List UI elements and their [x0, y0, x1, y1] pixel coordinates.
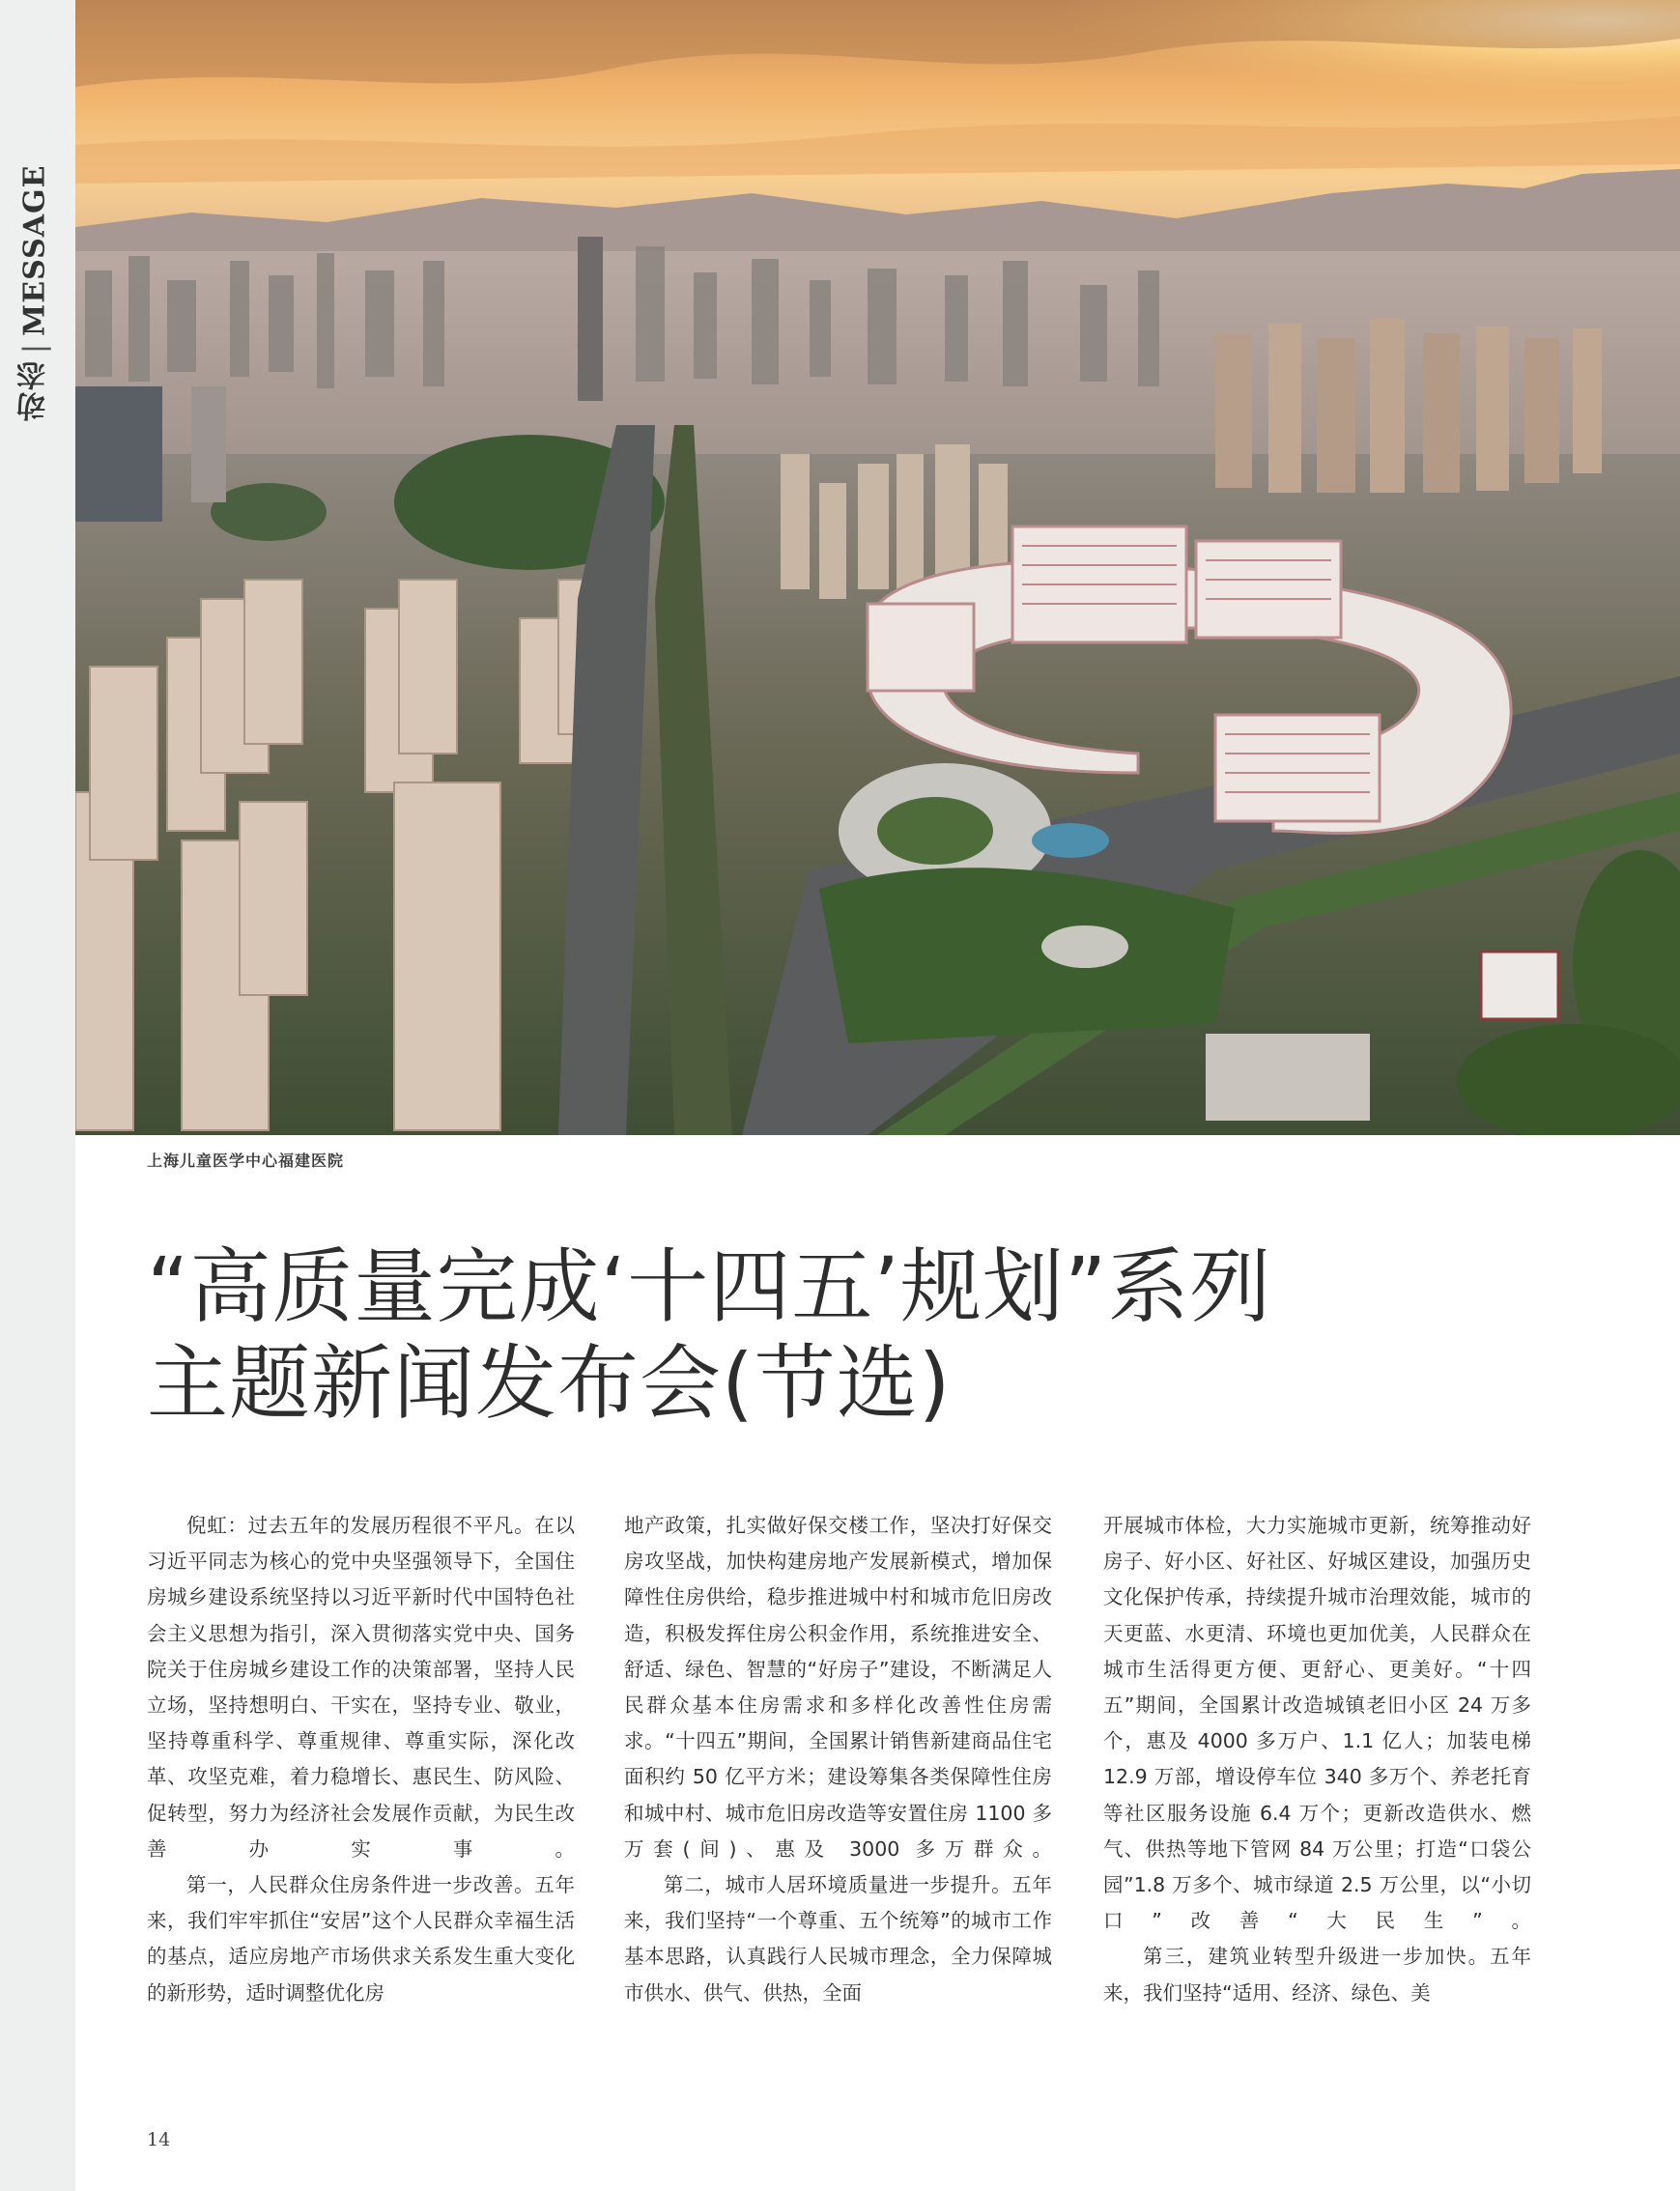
section-label-en: MESSAGE	[17, 164, 52, 336]
body-paragraph: 倪虹：过去五年的发展历程很不平凡。在以习近平同志为核心的党中央坚强领导下，全国住房城乡建设系统坚持以习近平新时代中国特色社会主义思想为指引，深入贯彻落实党中央、国务院关于住房城乡建设工作的决策部署，坚持人民立场，坚持想明白、干实在，坚持专业、敬业，坚持尊重科学、尊重规律、尊重实际，深化改革、攻坚克难，着力稳增长、惠民生、防风险、促转型，努力为经济社会发展作贡献，为民生改善办实事。	[147, 1514, 575, 1861]
page-number: 14	[147, 2129, 171, 2150]
article-title-line-2: 主题新闻发布会(节选)	[147, 1336, 952, 1431]
hero-photo	[75, 0, 1680, 1135]
photo-caption: 上海儿童医学中心福建医院	[147, 1152, 345, 1170]
article-title	[147, 1238, 1596, 1432]
section-label-separator: |	[17, 341, 52, 354]
article-title-line-1: “高质量完成‘十四五’规划”系列	[147, 1239, 1272, 1334]
body-paragraph: 地产政策，扎实做好保交楼工作，坚决打好保交房攻坚战，加快构建房地产发展新模式，增加保障性住房供给，稳步推进城中村和城市危旧房改造，积极发挥住房公积金作用，系统推进安全、舒适、绿色、智慧的“好房子”建设，不断满足人民群众基本住房需求和多样化改善性住房需求。“十四五”期间，全国累计销售新建商品住宅面积约 50 亿平方米；建设筹集各类保障性住房和城中村、城市危旧房改造等安置住房 1100 多万套(间)、惠及 3000 多万群众。	[624, 1514, 1052, 1861]
body-paragraph: 第二，城市人居环境质量进一步提升。五年来，我们坚持“一个尊重、五个统筹”的城市工作基本思路，认真践行人民城市理念，全力保障城市供水、供气、供热，全面	[624, 1873, 1052, 2005]
body-paragraph: 第三，建筑业转型升级进一步加快。五年来，我们坚持“适用、经济、绿色、美	[1103, 1945, 1531, 2005]
section-label	[14, 162, 56, 423]
body-paragraph: 开展城市体检，大力实施城市更新，统筹推动好房子、好小区、好社区、好城区建设，加强历史文化保护传承，持续提升城市治理效能，城市的天更蓝、水更清、环境也更加优美，人民群众在城市生活得更方便、更舒心、更美好。“十四五”期间，全国累计改造城镇老旧小区 24 万多个，惠及 4000 多万户、1.1 亿人；加装电梯 12.9 万部，增设停车位 340 多万个、养老托育等社区服务设施 6.4 万个；更新改造供水、燃气、供热等地下管网 84 万公里；打造“口袋公园”1.8 万多个、城市绿道 2.5 万公里，以“小切口”改善“大民生”。	[1103, 1514, 1531, 1933]
section-label-cn: 动态	[17, 358, 51, 421]
body-paragraph: 第一，人民群众住房条件进一步改善。五年来，我们牢牢抓住“安居”这个人民群众幸福生活的基点，适应房地产市场供求关系发生重大变化的新形势，适时调整优化房	[147, 1873, 575, 2005]
body-column-3	[1103, 1508, 1531, 2011]
aerial-city-hospital-image	[75, 0, 1680, 1135]
body-column-1	[147, 1508, 575, 2011]
body-column-2	[624, 1508, 1052, 2011]
